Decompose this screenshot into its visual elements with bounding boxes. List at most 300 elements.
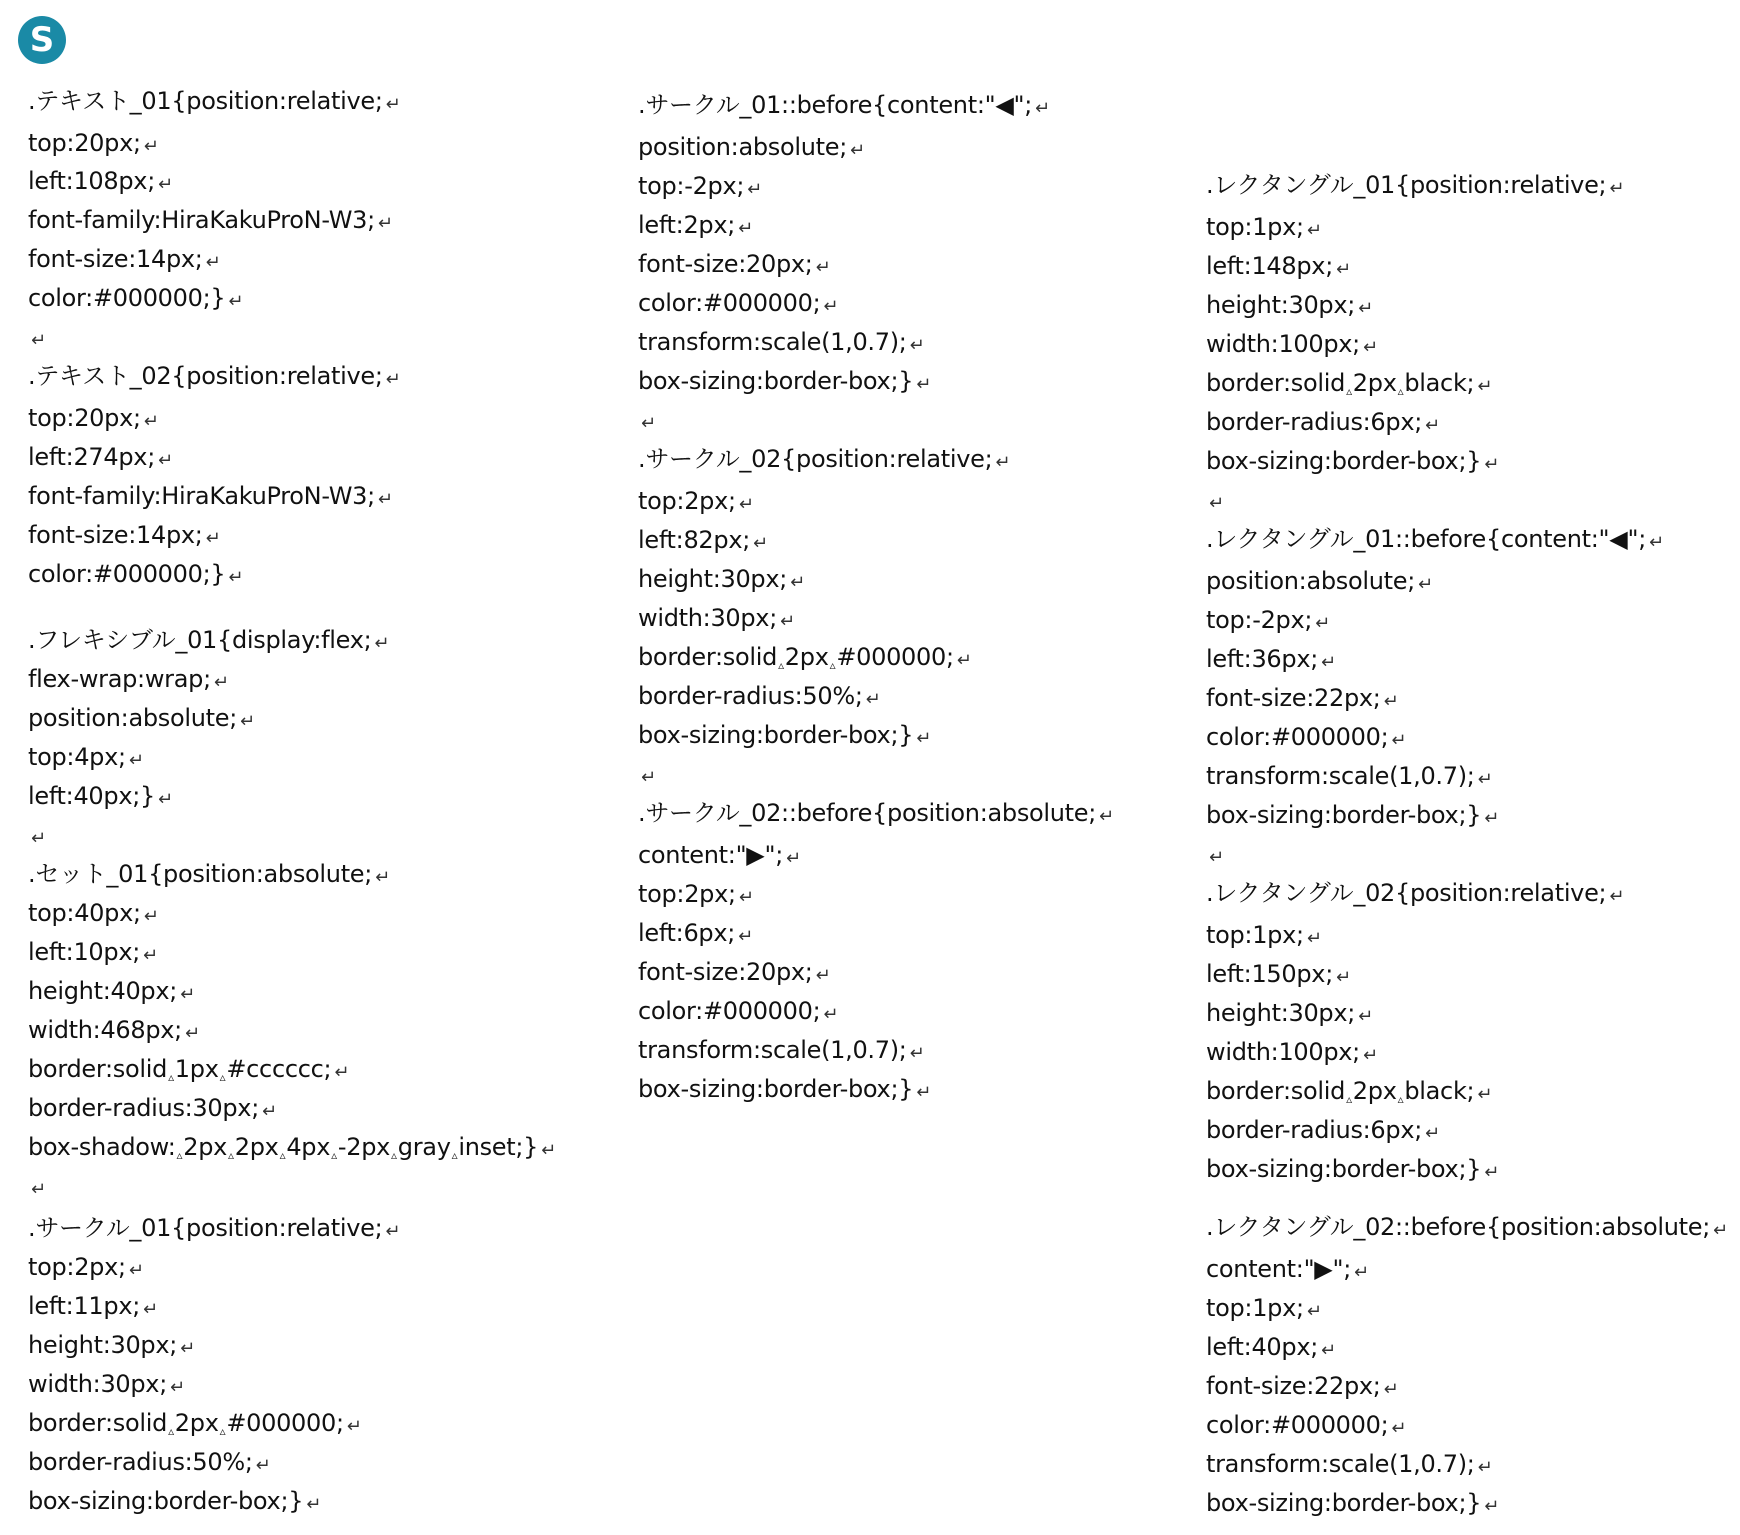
code-text: .フレキシブル_01{display:flex; (28, 626, 372, 654)
code-line (28, 1369, 185, 1403)
code-text: box-sizing:border-box;} (1206, 801, 1482, 829)
code-line (1206, 722, 1406, 756)
return-mark-icon: ↵ (1484, 808, 1500, 829)
return-mark-icon: ↵ (1391, 1418, 1407, 1439)
return-mark-icon: ↵ (1425, 415, 1440, 436)
code-text: color:#000000; (638, 289, 821, 317)
space-mark-icon: ▵ (331, 1148, 337, 1162)
return-mark-icon: ↵ (1477, 769, 1493, 790)
code-line (1206, 1212, 1728, 1246)
code-text: height:30px; (1206, 291, 1356, 319)
code-text: border:solid (1206, 1077, 1346, 1105)
code-text: border-radius:30px; (28, 1094, 259, 1122)
code-text: border-radius:50%; (28, 1448, 253, 1476)
code-text: content:"▶"; (638, 841, 783, 869)
code-text: .サークル_02::before{position:absolute; (638, 799, 1097, 827)
code-text: position:absolute; (1206, 567, 1416, 595)
code-line (638, 957, 830, 991)
code-line (28, 283, 243, 317)
code-line (1206, 1488, 1499, 1522)
code-line (1206, 407, 1440, 441)
code-text: inset;} (458, 1133, 539, 1161)
code-line (638, 210, 753, 244)
space-mark-icon: ▵ (829, 658, 836, 672)
return-mark-icon: ↵ (1383, 1379, 1399, 1400)
space-mark-icon: ▵ (219, 1070, 226, 1084)
code-text: width:30px; (28, 1370, 168, 1398)
code-line (28, 1291, 158, 1325)
return-mark-icon: ↵ (823, 296, 839, 317)
code-line (28, 742, 144, 776)
return-mark-icon: ↵ (205, 528, 221, 549)
return-mark-icon: ↵ (1354, 1262, 1369, 1283)
code-text: border-radius:6px; (1206, 1116, 1423, 1144)
code-text: .テキスト_02{position:relative; (28, 362, 383, 390)
return-mark-icon: ↵ (815, 965, 831, 986)
return-mark-icon: ↵ (213, 672, 229, 693)
return-mark-icon: ↵ (375, 867, 390, 888)
code-text: content:"▶"; (1206, 1255, 1351, 1283)
code-text: top:2px; (638, 880, 736, 908)
code-text: width:468px; (28, 1016, 182, 1044)
return-mark-icon: ↵ (916, 1082, 932, 1103)
code-line (28, 481, 393, 515)
code-line (638, 564, 805, 598)
code-line (28, 820, 46, 854)
return-mark-icon: ↵ (1358, 1006, 1373, 1027)
code-text: -2px (337, 1133, 391, 1161)
return-mark-icon: ↵ (909, 1043, 925, 1064)
code-text: top:-2px; (1206, 606, 1313, 634)
code-text: 2px (1352, 369, 1397, 397)
code-text: left:2px; (638, 211, 736, 239)
code-line (638, 288, 838, 322)
code-line (638, 90, 1050, 124)
code-line (1206, 1254, 1369, 1288)
return-mark-icon: ↵ (205, 252, 221, 273)
code-text: top:2px; (28, 1253, 126, 1281)
code-text: position:absolute; (28, 704, 238, 732)
code-text: #000000; (226, 1409, 344, 1437)
code-line (28, 559, 243, 593)
code-line (28, 322, 46, 356)
return-mark-icon: ↵ (228, 291, 244, 312)
code-line (28, 1330, 195, 1364)
code-line (1206, 524, 1664, 558)
code-line (28, 86, 400, 120)
code-text: border:solid (638, 643, 778, 671)
return-mark-icon: ↵ (1477, 1457, 1493, 1478)
return-mark-icon: ↵ (1477, 1084, 1493, 1105)
code-text: box-sizing:border-box;} (638, 721, 914, 749)
code-line (1206, 446, 1499, 480)
code-text: border:solid (1206, 369, 1346, 397)
code-text: left:36px; (1206, 645, 1319, 673)
code-text: 2px (1352, 1077, 1397, 1105)
return-mark-icon: ↵ (1306, 220, 1322, 241)
code-line (28, 244, 220, 278)
code-text: box-shadow: (28, 1133, 176, 1161)
code-line (638, 603, 795, 637)
code-text: left:82px; (638, 526, 751, 554)
code-text: height:30px; (1206, 999, 1356, 1027)
code-line (28, 403, 159, 437)
code-text: font-size:22px; (1206, 684, 1381, 712)
code-line (1206, 959, 1351, 993)
code-text: font-size:20px; (638, 958, 813, 986)
return-mark-icon: ↵ (180, 1338, 195, 1359)
code-line (1206, 290, 1373, 324)
code-line (28, 1015, 200, 1049)
code-line (638, 1035, 924, 1069)
s-circle-logo-icon: S (18, 16, 66, 64)
return-mark-icon: ↵ (1648, 532, 1664, 553)
space-mark-icon: ▵ (778, 658, 784, 672)
code-text: top:1px; (1206, 1294, 1304, 1322)
space-mark-icon: ▵ (176, 1148, 183, 1162)
code-line (1206, 1037, 1378, 1071)
code-text: top:40px; (28, 899, 141, 927)
code-line (638, 249, 830, 283)
code-text: width:100px; (1206, 330, 1360, 358)
code-line (1206, 485, 1224, 519)
return-mark-icon: ↵ (815, 257, 831, 278)
code-line (1206, 251, 1351, 285)
return-mark-icon: ↵ (641, 767, 656, 788)
code-text: #cccccc; (226, 1055, 332, 1083)
return-mark-icon: ↵ (1306, 1301, 1322, 1322)
code-line (1206, 761, 1492, 795)
code-line (638, 525, 768, 559)
code-text: top:20px; (28, 404, 141, 432)
return-mark-icon: ↵ (143, 906, 159, 927)
code-text: .サークル_02{position:relative; (638, 445, 993, 473)
code-text: top:4px; (28, 743, 126, 771)
return-mark-icon: ↵ (1209, 847, 1224, 868)
return-mark-icon: ↵ (158, 450, 173, 471)
code-line (28, 1486, 321, 1520)
code-text: top:-2px; (638, 172, 745, 200)
code-text: border:solid (28, 1055, 168, 1083)
return-mark-icon: ↵ (747, 179, 762, 200)
return-mark-icon: ↵ (385, 369, 401, 390)
code-line (28, 976, 195, 1010)
code-text: gray (397, 1133, 451, 1161)
code-text: border-radius:50%; (638, 682, 863, 710)
return-mark-icon: ↵ (1336, 967, 1351, 988)
return-mark-icon: ↵ (916, 728, 932, 749)
return-mark-icon: ↵ (374, 633, 390, 654)
code-text: left:40px; (1206, 1333, 1319, 1361)
return-mark-icon: ↵ (1609, 178, 1625, 199)
return-mark-icon: ↵ (143, 136, 159, 157)
code-text: .レクタングル_02{position:relative; (1206, 879, 1607, 907)
code-line (1206, 566, 1433, 600)
code-text: width:30px; (638, 604, 778, 632)
code-line (1206, 1449, 1492, 1483)
code-line (638, 798, 1114, 832)
code-line (638, 327, 924, 361)
code-text: 1px (174, 1055, 219, 1083)
code-text: box-sizing:border-box;} (1206, 1489, 1482, 1517)
code-line (1206, 605, 1330, 639)
code-text: top:1px; (1206, 213, 1304, 241)
code-line (28, 1171, 46, 1205)
return-mark-icon: ↵ (240, 711, 255, 732)
code-text: width:100px; (1206, 1038, 1360, 1066)
code-text: color:#000000; (1206, 723, 1389, 751)
code-text: border-radius:6px; (1206, 408, 1423, 436)
code-text: color:#000000;} (28, 560, 226, 588)
code-text: font-size:20px; (638, 250, 813, 278)
code-text: black; (1404, 369, 1475, 397)
return-mark-icon: ↵ (1425, 1123, 1440, 1144)
return-mark-icon: ↵ (143, 945, 158, 966)
return-mark-icon: ↵ (641, 413, 656, 434)
code-text: transform:scale(1,0.7); (638, 328, 907, 356)
code-text: top:2px; (638, 487, 736, 515)
code-text: color:#000000; (1206, 1411, 1389, 1439)
code-line (28, 703, 255, 737)
code-text: 2px (174, 1409, 219, 1437)
code-text: left:108px; (28, 167, 155, 195)
return-mark-icon: ↵ (1713, 1220, 1728, 1241)
return-mark-icon: ↵ (377, 489, 393, 510)
return-mark-icon: ↵ (180, 984, 195, 1005)
code-text: .サークル_01{position:relative; (28, 1214, 383, 1242)
code-text: box-sizing:border-box;} (28, 1487, 304, 1515)
code-line (638, 879, 754, 913)
return-mark-icon: ↵ (738, 494, 754, 515)
code-line (28, 1093, 277, 1127)
code-text: 4px (286, 1133, 331, 1161)
code-text: box-sizing:border-box;} (638, 367, 914, 395)
space-mark-icon: ▵ (219, 1424, 226, 1438)
code-line (1206, 212, 1322, 246)
return-mark-icon: ↵ (385, 94, 401, 115)
code-text: color:#000000; (638, 997, 821, 1025)
space-mark-icon: ▵ (228, 1148, 234, 1162)
code-text: font-size:14px; (28, 521, 203, 549)
return-mark-icon: ↵ (1391, 730, 1407, 751)
return-mark-icon: ↵ (1484, 454, 1500, 475)
return-mark-icon: ↵ (1321, 652, 1336, 673)
code-line (28, 166, 173, 200)
return-mark-icon: ↵ (184, 1023, 200, 1044)
code-line (1206, 1293, 1322, 1327)
code-text: flex-wrap:wrap; (28, 665, 211, 693)
code-line (1206, 1154, 1499, 1188)
code-line (28, 1408, 362, 1446)
return-mark-icon: ↵ (1306, 928, 1322, 949)
space-mark-icon: ▵ (391, 1148, 397, 1162)
return-mark-icon: ↵ (377, 213, 393, 234)
return-mark-icon: ↵ (31, 1179, 46, 1200)
code-text: font-size:14px; (28, 245, 203, 273)
code-line (28, 442, 173, 476)
code-line (1206, 1115, 1440, 1149)
code-line (1206, 368, 1492, 406)
code-text: .サークル_01::before{content:"◀"; (638, 91, 1033, 119)
code-text: font-family:HiraKakuProN-W3; (28, 206, 375, 234)
code-line (638, 366, 931, 400)
code-text: 2px (234, 1133, 279, 1161)
return-mark-icon: ↵ (385, 1221, 401, 1242)
return-mark-icon: ↵ (1383, 691, 1399, 712)
return-mark-icon: ↵ (228, 567, 244, 588)
code-text: left:10px; (28, 938, 141, 966)
code-line (638, 759, 656, 793)
return-mark-icon: ↵ (1209, 493, 1224, 514)
code-line (1206, 329, 1378, 363)
return-mark-icon: ↵ (541, 1140, 556, 1161)
space-mark-icon: ▵ (451, 1148, 458, 1162)
code-text: transform:scale(1,0.7); (638, 1036, 907, 1064)
code-text: 2px (784, 643, 829, 671)
code-line (1206, 644, 1336, 678)
return-mark-icon: ↵ (738, 218, 753, 239)
code-line (638, 720, 931, 754)
code-line (638, 171, 762, 205)
code-line (28, 1447, 270, 1481)
code-text: transform:scale(1,0.7); (1206, 1450, 1475, 1478)
space-mark-icon: ▵ (168, 1070, 174, 1084)
code-line (638, 1074, 931, 1108)
return-mark-icon: ↵ (31, 828, 46, 849)
return-mark-icon: ↵ (1362, 337, 1378, 358)
return-mark-icon: ↵ (780, 611, 795, 632)
return-mark-icon: ↵ (1315, 613, 1330, 634)
return-mark-icon: ↵ (865, 689, 881, 710)
code-line (28, 1213, 400, 1247)
return-mark-icon: ↵ (1358, 298, 1373, 319)
code-text: top:20px; (28, 129, 141, 157)
code-text: box-sizing:border-box;} (1206, 1155, 1482, 1183)
return-mark-icon: ↵ (995, 452, 1011, 473)
code-line (1206, 683, 1398, 717)
code-line (1206, 839, 1224, 873)
return-mark-icon: ↵ (1484, 1496, 1500, 1517)
code-text: height:40px; (28, 977, 178, 1005)
return-mark-icon: ↵ (1609, 886, 1625, 907)
return-mark-icon: ↵ (306, 1494, 322, 1515)
code-line (638, 840, 801, 874)
return-mark-icon: ↵ (956, 650, 972, 671)
code-line (638, 681, 880, 715)
space-mark-icon: ▵ (1397, 1092, 1404, 1106)
return-mark-icon: ↵ (262, 1101, 277, 1122)
code-text: transform:scale(1,0.7); (1206, 762, 1475, 790)
code-line (1206, 998, 1373, 1032)
return-mark-icon: ↵ (128, 750, 144, 771)
code-line (28, 128, 159, 162)
code-line (638, 405, 656, 439)
return-mark-icon: ↵ (1099, 806, 1114, 827)
return-mark-icon: ↵ (909, 335, 925, 356)
code-text: left:40px;} (28, 782, 155, 810)
code-text: .レクタングル_01::before{content:"◀"; (1206, 525, 1646, 553)
return-mark-icon: ↵ (823, 1004, 839, 1025)
code-line (28, 1054, 349, 1092)
return-mark-icon: ↵ (31, 330, 46, 351)
code-text: .セット_01{position:absolute; (28, 860, 373, 888)
code-text: black; (1404, 1077, 1475, 1105)
code-line (1206, 1076, 1492, 1114)
code-text: .テキスト_01{position:relative; (28, 87, 383, 115)
space-mark-icon: ▵ (168, 1424, 174, 1438)
code-text: font-family:HiraKakuProN-W3; (28, 482, 375, 510)
code-line (28, 1252, 144, 1286)
code-text: box-sizing:border-box;} (1206, 447, 1482, 475)
return-mark-icon: ↵ (738, 926, 753, 947)
code-line (638, 132, 865, 166)
space-mark-icon: ▵ (279, 1148, 286, 1162)
code-line (28, 898, 159, 932)
return-mark-icon: ↵ (158, 789, 173, 810)
return-mark-icon: ↵ (1035, 98, 1050, 119)
code-line (28, 664, 229, 698)
space-mark-icon: ▵ (1346, 384, 1352, 398)
code-line (638, 486, 754, 520)
return-mark-icon: ↵ (143, 411, 159, 432)
code-line (1206, 1371, 1398, 1405)
code-line (1206, 878, 1624, 912)
code-text: left:274px; (28, 443, 155, 471)
code-text: height:30px; (28, 1331, 178, 1359)
code-line (28, 1132, 556, 1170)
code-line (638, 444, 1010, 478)
code-text: box-sizing:border-box;} (638, 1075, 914, 1103)
code-line (638, 642, 972, 680)
code-text: border:solid (28, 1409, 168, 1437)
return-mark-icon: ↵ (1336, 259, 1351, 280)
return-mark-icon: ↵ (1484, 1162, 1500, 1183)
return-mark-icon: ↵ (1362, 1045, 1378, 1066)
code-line (28, 781, 173, 815)
return-mark-icon: ↵ (850, 140, 865, 161)
return-mark-icon: ↵ (1321, 1340, 1336, 1361)
return-mark-icon: ↵ (346, 1416, 362, 1437)
code-line (28, 361, 400, 395)
code-text: position:absolute; (638, 133, 848, 161)
space-mark-icon: ▵ (1397, 384, 1404, 398)
code-line (28, 859, 390, 893)
code-text: top:1px; (1206, 921, 1304, 949)
code-text: left:6px; (638, 919, 736, 947)
space-mark-icon: ▵ (1346, 1092, 1352, 1106)
code-line (1206, 1332, 1336, 1366)
code-text: 2px (183, 1133, 228, 1161)
code-text: left:148px; (1206, 252, 1333, 280)
code-text: left:150px; (1206, 960, 1333, 988)
code-line (28, 625, 389, 659)
code-text: left:11px; (28, 1292, 141, 1320)
code-line (1206, 1410, 1406, 1444)
code-line (28, 937, 158, 971)
return-mark-icon: ↵ (1477, 376, 1493, 397)
return-mark-icon: ↵ (170, 1377, 185, 1398)
return-mark-icon: ↵ (790, 572, 805, 593)
code-line (1206, 800, 1499, 834)
return-mark-icon: ↵ (738, 887, 754, 908)
return-mark-icon: ↵ (334, 1062, 350, 1083)
code-text: .レクタングル_01{position:relative; (1206, 171, 1607, 199)
code-text: color:#000000;} (28, 284, 226, 312)
code-line (28, 205, 393, 239)
code-line (638, 918, 753, 952)
return-mark-icon: ↵ (158, 174, 173, 195)
return-mark-icon: ↵ (786, 848, 801, 869)
